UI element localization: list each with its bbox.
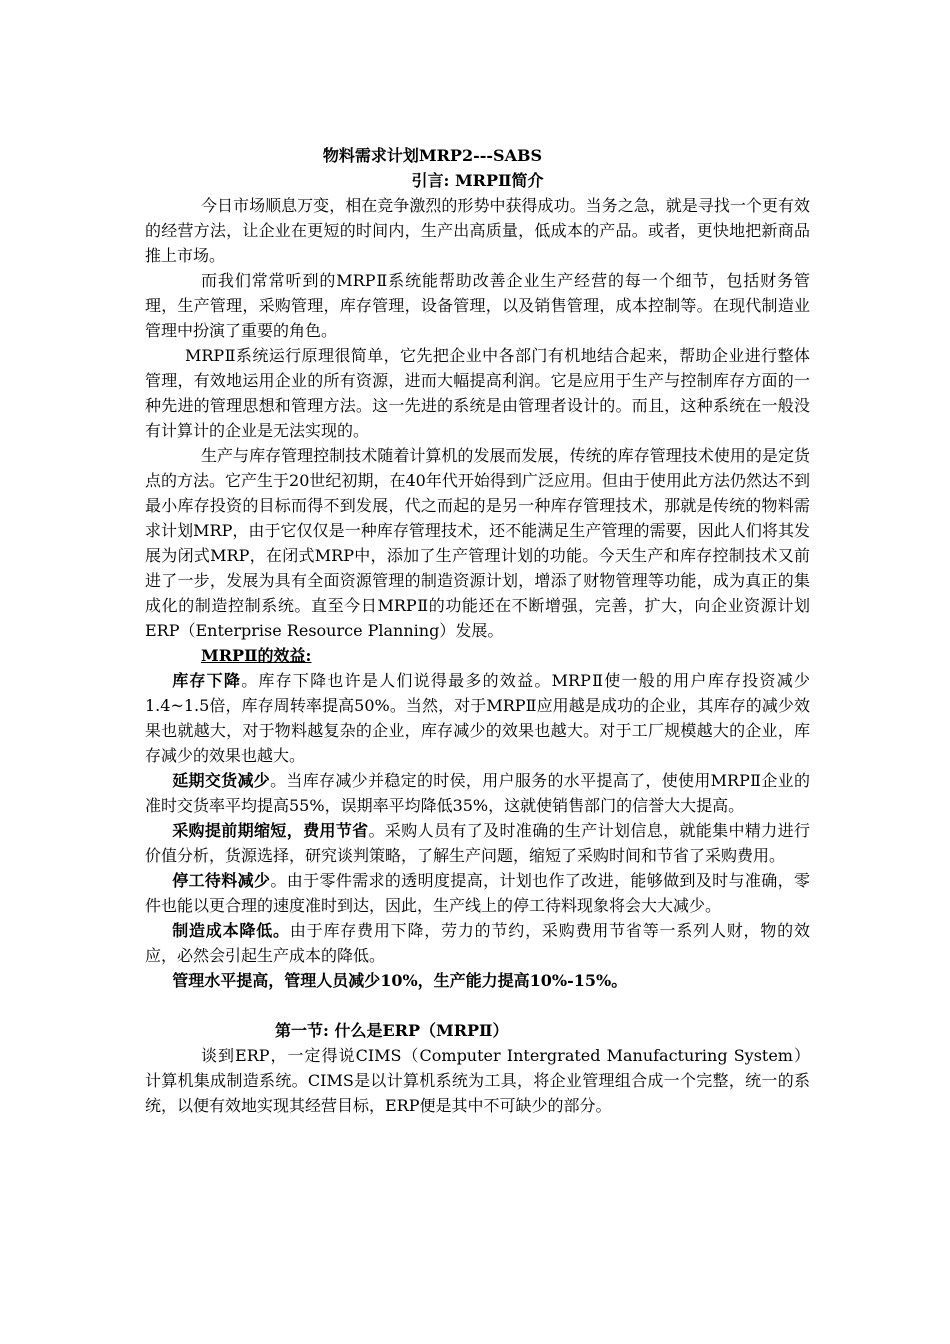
benefit-paragraph-4 [145, 868, 810, 918]
benefit-paragraph-final: 管理水平提高，管理人员减少10%，生产能力提高10%-15%。 [172, 971, 628, 990]
benefit-head-1: 库存下降 [172, 671, 242, 690]
benefit-head-5: 制造成本降低。 [172, 921, 290, 940]
intro-paragraph-2: 而我们常常听到的MRPⅡ系统能帮助改善企业生产经营的每一个细节，包括财务管理，生产管理，采购管理，库存管理，设备管理，以及销售管理，成本控制等。在现代制造业管理中扮演了重要的角色。 [145, 271, 810, 340]
benefit-body-2: 。当库存减少并稳定的时侯，用户服务的水平提高了，使使用MRPⅡ企业的准时交货率平均提高55%，误期率平均降低35%，这就使销售部门的信誉大大提高。 [145, 771, 810, 815]
benefit-paragraph-5 [145, 918, 810, 968]
intro-paragraph-1: 今日市场顺息万变，相在竞争激烈的形势中获得成功。当务之急，就是寻找一个更有效的经营方法，让企业在更短的时间内，生产出高质量，低成本的产品。或者，更快地把新商品推上市场。 [145, 196, 810, 265]
section-1-paragraph: 谈到ERP，一定得说CIMS（Computer Intergrated Manufacturing System）计算机集成制造系统。CIMS是以计算机系统为工具，将企业管理组合成一个完整，统一的系统，以便有效地实现其经营目标，ERP便是其中不可缺少的部分。 [145, 1046, 810, 1115]
document-title: 物料需求计划MRP2---SABS [322, 146, 543, 165]
intro-paragraph-3: MRPⅡ系统运行原理很简单，它先把企业中各部门有机地结合起来，帮助企业进行整体管理，有效地运用企业的所有资源，进而大幅提高利润。它是应用于生产与控制库存方面的一种先进的管理思想和管理方法。这一先进的系统是由管理者设计的。而且，这种系统在一般没有计算计的企业是无法实现的。 [145, 346, 810, 440]
benefit-body-4: 。由于零件需求的透明度提高，计划也作了改进，能够做到及时与准确，零件也能以更合理的速度准时到达，因此，生产线上的停工待料现象将会大大减少。 [145, 871, 810, 915]
section-1-title: 第一节: 什么是ERP（MRPⅡ） [275, 1021, 509, 1040]
benefit-head-2: 延期交货减少 [172, 771, 271, 790]
intro-paragraph-4: 生产与库存管理控制技术随着计算机的发展而发展，传统的库存管理技术使用的是定货点的方法。它产生于20世纪初期，在40年代开始得到广泛应用。但由于使用此方法仍然达不到最小库存投资的目标而得不到发展，代之而起的是另一种库存管理技术，那就是传统的物料需求计划MRP，由于它仅仅是一种库存管理技术，还不能满足生产管理的需要，因此人们将其发展为闭式MRP，在闭式MRP中，添加了生产管理计划的功能。今天生产和库存控制技术又前进了一步，发展为具有全面资源管理的制造资源计划，增添了财物管理等功能，成为真正的集成化的制造控制系统。直至今日MRPⅡ的功能还在不断增强，完善，扩大，向企业资源计划ERP（Enterprise Resource Planning）发展。 [145, 446, 810, 640]
benefits-heading: MRPⅡ的效益: [201, 646, 312, 665]
benefit-paragraph-1 [145, 668, 810, 768]
benefit-head-3: 采购提前期缩短，费用节省 [172, 821, 369, 840]
benefit-head-4: 停工待料减少 [172, 871, 271, 890]
benefit-paragraph-3 [145, 818, 810, 868]
benefit-paragraph-2 [145, 768, 810, 818]
document-page [145, 143, 810, 1118]
intro-heading: 引言: MRPⅡ简介 [411, 171, 544, 190]
benefit-body-1: 。库存下降也许是人们说得最多的效益。MRPⅡ使一般的用户库存投资减少1.4~1.5倍，库存周转率提高50%。当然，对于MRPⅡ应用越是成功的企业，其库存的减少效果也就越大，对于物料越复杂的企业，库存减少的效果也越大。对于工厂规模越大的企业，库存减少的效果也越大。 [145, 671, 810, 765]
benefit-body-3: 。采购人员有了及时准确的生产计划信息，就能集中精力进行价值分析，货源选择，研究谈判策略，了解生产问题，缩短了采购时间和节省了采购费用。 [145, 821, 810, 865]
benefit-body-5: 由于库存费用下降，劳力的节约，采购费用节省等一系列人财，物的效应，必然会引起生产成本的降低。 [145, 921, 810, 965]
